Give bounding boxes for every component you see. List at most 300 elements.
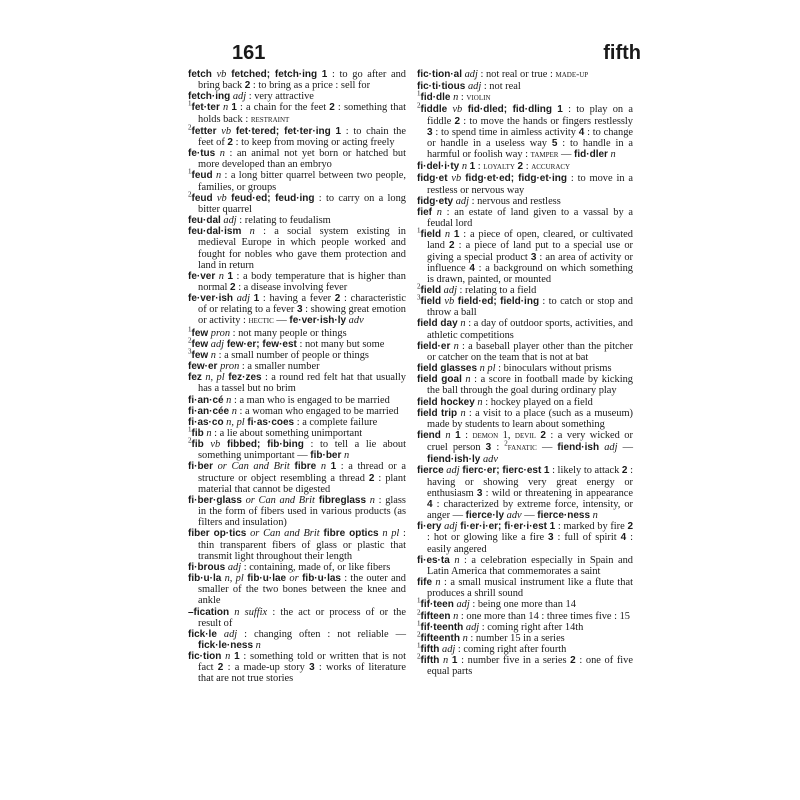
entry-text: 5 xyxy=(551,137,558,149)
entry-headword: fib xyxy=(191,439,204,451)
dictionary-entry xyxy=(188,102,406,125)
entry-text: 2 xyxy=(244,80,251,92)
entry-text: n xyxy=(444,229,451,241)
entry-text: 4 xyxy=(427,498,433,510)
entry-text: adj xyxy=(442,643,456,655)
entry-text: adj xyxy=(465,621,480,633)
dictionary-entry xyxy=(417,318,633,340)
entry-text: 1 xyxy=(549,521,556,533)
dictionary-entry xyxy=(188,69,406,91)
entry-text: : a man who is engaged to be married xyxy=(231,394,390,406)
left-column xyxy=(188,69,406,685)
right-column xyxy=(417,69,633,677)
entry-headword: fiber op·tics xyxy=(188,528,247,540)
entry-headword: field xyxy=(420,296,442,308)
entry-text: fidg·et·ed; fidg·et·ing xyxy=(461,173,568,185)
dictionary-entry xyxy=(188,148,406,170)
entry-text: : a small number of people or things xyxy=(215,349,369,361)
entry-text: : to go after and bring back xyxy=(198,69,406,92)
entry-text: : a disease involving fever xyxy=(235,281,348,293)
dictionary-entry xyxy=(188,395,406,406)
entry-text: : a woman who engaged to be married xyxy=(236,405,399,417)
entry-text: 1 xyxy=(234,651,240,663)
entry-text: : relating to a field xyxy=(456,284,537,296)
entry-text: fib·ber xyxy=(310,450,342,462)
dictionary-entry xyxy=(417,397,633,408)
dictionary-entry xyxy=(188,417,406,428)
entry-text xyxy=(241,226,249,237)
entry-text: : plant material that cannot be digested xyxy=(198,472,406,495)
entry-text: : nervous and restless xyxy=(469,195,561,207)
entry-text: 2 xyxy=(540,430,546,441)
entry-text: fiend·ish·ly xyxy=(427,454,481,466)
entry-text: fi·as·coes xyxy=(244,416,295,428)
entry-text: adj xyxy=(210,338,225,350)
entry-headword: –fication xyxy=(188,606,230,618)
entry-text: : to catch or stop and throw a ball xyxy=(427,296,634,319)
dictionary-entry xyxy=(417,363,633,374)
entry-headword: fierce xyxy=(417,465,444,477)
entry-text: : wild or threatening in appearance xyxy=(482,487,633,499)
entry-text: or Can and Brit xyxy=(217,461,290,473)
homograph-number: 2 xyxy=(417,652,421,661)
entry-headword: fic·tion·al xyxy=(417,69,462,80)
entry-text: 1 xyxy=(451,655,458,667)
entry-text: : to carry on a long bitter quarrel xyxy=(198,192,406,215)
entry-text: n pl xyxy=(479,363,496,375)
entry-text: n, pl xyxy=(205,372,225,384)
homograph-number: 2 xyxy=(417,102,421,110)
entry-headword: fet·ter xyxy=(191,102,220,114)
entry-headword: fief xyxy=(417,206,432,218)
dictionary-entry xyxy=(417,173,633,195)
entry-text: n, pl xyxy=(226,416,245,428)
dictionary-entry xyxy=(417,577,633,599)
entry-headword: fif·teenth xyxy=(420,621,464,633)
entry-text: : likely to attack xyxy=(549,465,622,477)
homograph-number: 2 xyxy=(504,439,508,448)
entry-headword: fifteen xyxy=(420,610,451,622)
entry-text: : hockey played on a field xyxy=(482,396,593,408)
homograph-number: 1 xyxy=(417,89,421,98)
dictionary-entry xyxy=(417,207,633,229)
entry-text: : containing, made of, or like fibers xyxy=(241,561,391,573)
entry-text: n xyxy=(477,396,483,408)
entry-text: vb xyxy=(451,173,462,185)
entry-text: : xyxy=(475,161,484,173)
entry-text: adj xyxy=(232,91,247,103)
dictionary-entry xyxy=(188,123,406,148)
entry-text: : not many but some xyxy=(296,338,385,350)
entry-text: 1 xyxy=(543,465,550,477)
dictionary-entry xyxy=(188,495,406,528)
dictionary-entry xyxy=(188,271,406,293)
entry-text: fick·le·ness xyxy=(198,639,254,651)
entry-text: : a thread or a structure or object resembling a thread xyxy=(198,461,406,484)
entry-text: n xyxy=(443,655,449,667)
entry-text: n xyxy=(231,405,237,417)
entry-text: : binoculars without prisms xyxy=(495,363,612,375)
entry-text: n xyxy=(226,394,232,406)
entry-text: or Can and Brit xyxy=(250,528,320,540)
entry-text: : xyxy=(458,92,467,104)
entry-text: : a body temperature that is higher than normal xyxy=(198,270,406,293)
entry-text: : to bring as a price : sell for xyxy=(250,80,371,92)
entry-text: : to keep from moving or acting freely xyxy=(232,136,395,148)
homograph-number: 2 xyxy=(188,190,192,199)
entry-text: : having a fever xyxy=(259,293,335,305)
entry-text: : having or showing very great energy or enthusiasm xyxy=(427,465,633,499)
dictionary-entry xyxy=(188,629,406,651)
dictionary-entry xyxy=(417,282,633,296)
entry-text: 2 xyxy=(368,472,375,484)
entry-text: : relating to feudalism xyxy=(236,215,331,227)
dictionary-entry xyxy=(188,562,406,573)
entry-text: 3 xyxy=(309,662,315,674)
entry-text: 1 xyxy=(321,69,328,80)
entry-text: : marked by fire xyxy=(555,521,628,533)
entry-headword: fiend xyxy=(417,430,441,441)
entry-text: vb xyxy=(452,104,463,116)
entry-text: tamper xyxy=(530,150,559,161)
dictionary-entry xyxy=(417,465,633,521)
entry-headword: fez xyxy=(188,372,202,384)
entry-text: n xyxy=(461,161,468,173)
entry-text: : xyxy=(460,430,473,441)
entry-text: 2 xyxy=(329,102,335,114)
dictionary-entry xyxy=(188,347,406,361)
dictionary-entry xyxy=(188,528,406,561)
dictionary-entry xyxy=(188,325,406,339)
entry-text: adj xyxy=(223,628,238,640)
dictionary-entry xyxy=(417,89,633,104)
entry-headword: fi·an·cée xyxy=(188,405,230,417)
entry-text: fibre xyxy=(289,461,317,473)
entry-headword: feud xyxy=(191,192,213,204)
entry-text: : the outer and smaller of the two bones between the knee and ankle xyxy=(198,573,406,607)
dictionary-entry xyxy=(417,630,633,644)
entry-headword: fiddle xyxy=(420,104,448,116)
entry-text: demon xyxy=(472,431,499,441)
entry-text: : hot or glowing like a fire xyxy=(427,532,549,544)
entry-headword: fid·dle xyxy=(420,92,451,104)
entry-text: n xyxy=(222,102,229,114)
entry-text: 2 xyxy=(517,161,524,173)
dictionary-entry xyxy=(188,336,406,350)
entry-text: fanatic xyxy=(507,443,537,454)
dictionary-entry xyxy=(417,641,633,655)
dictionary-entry xyxy=(188,215,406,226)
entry-text: 2 xyxy=(217,662,224,674)
entry-text: n xyxy=(462,632,468,644)
dictionary-entry xyxy=(417,161,633,173)
dictionary-entry xyxy=(188,167,406,193)
homograph-number: 3 xyxy=(188,347,192,356)
entry-text: fierce·ness xyxy=(537,510,591,522)
dictionary-entry xyxy=(417,81,633,92)
dictionary-entry xyxy=(417,521,633,554)
entry-headword: fe·ver·ish xyxy=(188,293,234,305)
entry-headword: feu·dal·ism xyxy=(188,226,242,238)
entry-text: : a made-up story xyxy=(223,662,310,674)
entry-headword: fib xyxy=(191,428,204,439)
entry-text: adj xyxy=(455,195,469,207)
entry-text: vb xyxy=(221,125,232,137)
entry-text: : a piece of land put to a special use or giving a special product xyxy=(427,240,633,263)
entry-text: n xyxy=(453,340,459,352)
entry-text: loyalty xyxy=(483,162,515,173)
homograph-number: 3 xyxy=(417,293,421,302)
entry-text: : to chain the feet of xyxy=(198,125,406,148)
entry-text: : being one more than 14 xyxy=(469,599,576,611)
dictionary-entry xyxy=(188,436,406,462)
entry-text: 4 xyxy=(578,126,585,138)
entry-headword: few xyxy=(191,349,209,361)
entry-text: : a day of outdoor sports, activities, and athletic competitions xyxy=(427,318,633,341)
entry-text: n xyxy=(344,450,350,462)
entry-text: : the act or process of or the result of xyxy=(198,606,406,629)
dictionary-entry xyxy=(417,341,633,363)
homograph-number: 1 xyxy=(188,100,192,108)
entry-headword: fetter xyxy=(191,125,217,137)
entry-text: n xyxy=(435,577,441,589)
entry-headword: few·er xyxy=(188,361,218,373)
entry-headword: fi·ery xyxy=(417,521,442,533)
entry-headword: field trip xyxy=(417,407,458,419)
entry-text: violin xyxy=(466,93,491,104)
entry-text: : not many people or things xyxy=(230,327,347,339)
entry-text: : a lie about something unimportant xyxy=(211,428,363,439)
entry-headword: fi·brous xyxy=(188,561,226,573)
entry-text: — xyxy=(558,149,575,161)
entry-text: n xyxy=(206,428,212,439)
entry-text: : something told or written that is not fact xyxy=(198,651,406,674)
entry-text: 2 xyxy=(334,293,341,305)
guide-word: fifth xyxy=(603,42,641,64)
entry-text: 2 xyxy=(570,655,576,667)
entry-text: n pl xyxy=(382,528,400,540)
entry-text: : something that holds back : xyxy=(198,102,406,125)
entry-text: vb xyxy=(216,69,227,80)
entry-text: 1 xyxy=(227,270,234,282)
homograph-number: 2 xyxy=(188,336,192,345)
entry-text: : showing great emotion or activity : xyxy=(198,304,406,327)
entry-headword: fi·ber xyxy=(188,461,213,473)
entry-headword: fi·del·i·ty xyxy=(417,161,460,173)
entry-text: 2 xyxy=(227,136,233,148)
entry-text: 2 xyxy=(627,521,633,533)
entry-text: : xyxy=(523,161,532,173)
entry-text: n xyxy=(445,430,451,441)
dictionary-entry xyxy=(417,652,633,678)
entry-text: n xyxy=(249,226,255,238)
entry-text: fe·ver·ish·ly xyxy=(289,315,347,327)
entry-text: n xyxy=(453,92,459,104)
entry-text: n xyxy=(320,461,327,473)
entry-text: : an animal not yet born or hatched but more developed than an embryo xyxy=(198,148,407,171)
entry-text: n xyxy=(215,170,222,182)
entry-text: n xyxy=(465,374,471,386)
entry-text: : to play on a fiddle xyxy=(427,104,633,127)
entry-text: : characterized by extreme force, intensity, or anger — xyxy=(427,498,633,522)
entry-headword: fifth xyxy=(420,643,440,655)
entry-headword: fic·tion xyxy=(188,651,222,663)
entry-text: : a social system existing in medieval Europe in which people worked and fought for nobles who gave them protection and land in return xyxy=(198,226,406,271)
entry-text: — xyxy=(617,442,633,454)
homograph-number: 1 xyxy=(188,425,192,434)
entry-text: 1 xyxy=(335,125,342,137)
dictionary-entry xyxy=(188,425,406,439)
entry-text: adj xyxy=(223,215,237,227)
entry-text: vb xyxy=(444,296,455,308)
entry-text: : number 15 in a series xyxy=(467,632,565,644)
entry-text: n xyxy=(369,494,375,506)
entry-headword: field hockey xyxy=(417,396,475,408)
entry-text: 1 xyxy=(453,229,460,241)
entry-text: pron xyxy=(210,327,231,339)
entry-headword: fife xyxy=(417,577,432,589)
entry-headword: fi·an·cé xyxy=(188,394,224,406)
entry-text: 3 xyxy=(548,532,554,544)
dictionary-entry xyxy=(417,608,633,622)
entry-text: adj xyxy=(236,293,250,305)
entry-text: : a score in football made by kicking the ball through the goal during ordinary play xyxy=(427,374,633,397)
entry-text: few·er; few·est xyxy=(224,338,297,350)
entry-text: 2 xyxy=(230,281,236,293)
entry-text: : glass in the form of fibers used in various products (as filters and insulation) xyxy=(198,494,406,529)
entry-text: fierc·er; fierc·est xyxy=(459,465,542,477)
homograph-number: 2 xyxy=(417,282,421,291)
entry-text: fierce·ly xyxy=(465,510,505,522)
entry-text: restraint xyxy=(250,114,290,125)
entry-text: : changing often : not reliable — xyxy=(237,628,406,640)
homograph-number: 1 xyxy=(188,167,192,176)
dictionary-entry xyxy=(188,406,406,417)
dictionary-entry xyxy=(417,196,633,207)
entry-text: — xyxy=(536,442,558,454)
entry-text: fibreglass xyxy=(314,494,367,506)
entry-text: : not real or true : xyxy=(477,69,556,80)
entry-headword: fi·ber·glass xyxy=(188,494,242,506)
homograph-number: 1 xyxy=(417,619,421,628)
entry-text: adj xyxy=(464,69,478,80)
entry-headword: fidg·et xyxy=(417,173,448,185)
entry-text: 1, xyxy=(498,430,515,441)
entry-headword: fe·ver xyxy=(188,270,216,282)
entry-text: 3 xyxy=(296,304,303,316)
entry-text: : a very wicked or cruel person xyxy=(427,430,633,454)
entry-text: or Can and Brit xyxy=(245,494,315,506)
entry-text: : one of five equal parts xyxy=(427,655,633,678)
entry-text: 2 xyxy=(449,240,455,252)
entry-text: field·ed; field·ing xyxy=(454,296,540,308)
entry-text: adj xyxy=(456,599,470,611)
entry-text: 4 xyxy=(469,262,475,274)
entry-headword: field day xyxy=(417,318,458,330)
entry-text: hectic xyxy=(248,316,274,327)
entry-text: : easily angered xyxy=(427,532,633,555)
dictionary-entry xyxy=(188,372,406,394)
entry-headword: fi·as·co xyxy=(188,416,224,428)
entry-text: : one more than 14 : three times five : 15 xyxy=(458,610,631,622)
entry-text: fid·dled; fid·dling xyxy=(462,104,552,116)
entry-headword: fetch xyxy=(188,69,212,80)
homograph-number: 1 xyxy=(417,226,421,235)
entry-text: : thin transparent fibers of glass or plastic that transmit light throughout their length xyxy=(198,528,406,562)
entry-text: n xyxy=(453,610,459,622)
dictionary-entry xyxy=(417,619,633,633)
entry-headword: fib·u·la xyxy=(188,573,222,585)
entry-text: : to change or handle in a useless way xyxy=(427,126,634,149)
entry-text: n xyxy=(610,149,616,161)
entry-text: : a baseball player other than the pitcher or catcher on the team that is not at bat xyxy=(427,340,633,363)
entry-text: : coming right after 14th xyxy=(479,621,584,633)
dictionary-entry xyxy=(417,555,633,577)
entry-text: : a round red felt hat that usually has a tassel but no brim xyxy=(198,372,406,395)
entry-text: fid·dler xyxy=(574,149,608,161)
entry-text: pron xyxy=(220,361,240,373)
entry-text: 1 xyxy=(231,102,237,114)
dictionary-entry xyxy=(417,430,633,465)
entry-text: : to handle in a harmful or foolish way : xyxy=(427,137,633,161)
entry-text: 3 xyxy=(427,126,433,138)
entry-text: : coming right after fourth xyxy=(455,643,567,655)
entry-text: fibbed; fib·bing xyxy=(220,439,304,451)
dictionary-entry xyxy=(417,104,633,161)
entry-text: feud·ed; feud·ing xyxy=(226,192,315,204)
entry-headword: field glasses xyxy=(417,363,478,375)
entry-text: vb xyxy=(210,439,221,451)
entry-text: : an estate of land given to a vassal by a feudal lord xyxy=(427,206,633,230)
entry-headword: feu·dal xyxy=(188,215,221,227)
dictionary-entry xyxy=(188,361,406,372)
homograph-number: 1 xyxy=(188,325,192,334)
entry-text: adj xyxy=(446,465,460,477)
entry-text: fib·u·lae xyxy=(243,573,287,585)
entry-text: : to spend time in aimless activity xyxy=(432,126,579,138)
homograph-number: 2 xyxy=(417,630,421,639)
entry-text: n xyxy=(436,206,442,218)
entry-text: adv xyxy=(482,454,498,466)
entry-text: : number five in a series xyxy=(457,655,571,667)
entry-headword: fifth xyxy=(420,655,440,667)
entry-text: : full of spirit xyxy=(553,532,621,544)
entry-text: n xyxy=(219,148,225,160)
entry-text: : very attractive xyxy=(246,91,314,103)
entry-text: : to move the hands or fingers restlessly xyxy=(460,115,633,127)
entry-text: 3 xyxy=(476,487,483,499)
dictionary-entry xyxy=(417,596,633,611)
entry-text: : a complete failure xyxy=(294,416,378,428)
entry-text: : xyxy=(491,442,505,454)
entry-text: made-up xyxy=(555,70,589,80)
entry-text: : a long bitter quarrel between two people, families, or groups xyxy=(198,170,406,193)
entry-text: devil xyxy=(514,431,536,441)
entry-text: n xyxy=(460,407,466,419)
dictionary-entry xyxy=(188,651,406,684)
entry-text: : a smaller number xyxy=(239,361,320,373)
dictionary-entry xyxy=(417,226,633,285)
entry-text: : a celebration especially in Spain and Latin America that commemorates a saint xyxy=(427,554,633,577)
entry-text: : a chain for the feet xyxy=(236,102,330,114)
entry-text: fiend·ish xyxy=(557,442,600,454)
entry-text xyxy=(217,629,224,640)
entry-text: adj xyxy=(443,284,457,296)
entry-headword: field goal xyxy=(417,374,462,386)
entry-text: n xyxy=(225,651,231,663)
entry-headword: fidg·ety xyxy=(417,195,454,207)
entry-headword: few xyxy=(191,338,209,350)
